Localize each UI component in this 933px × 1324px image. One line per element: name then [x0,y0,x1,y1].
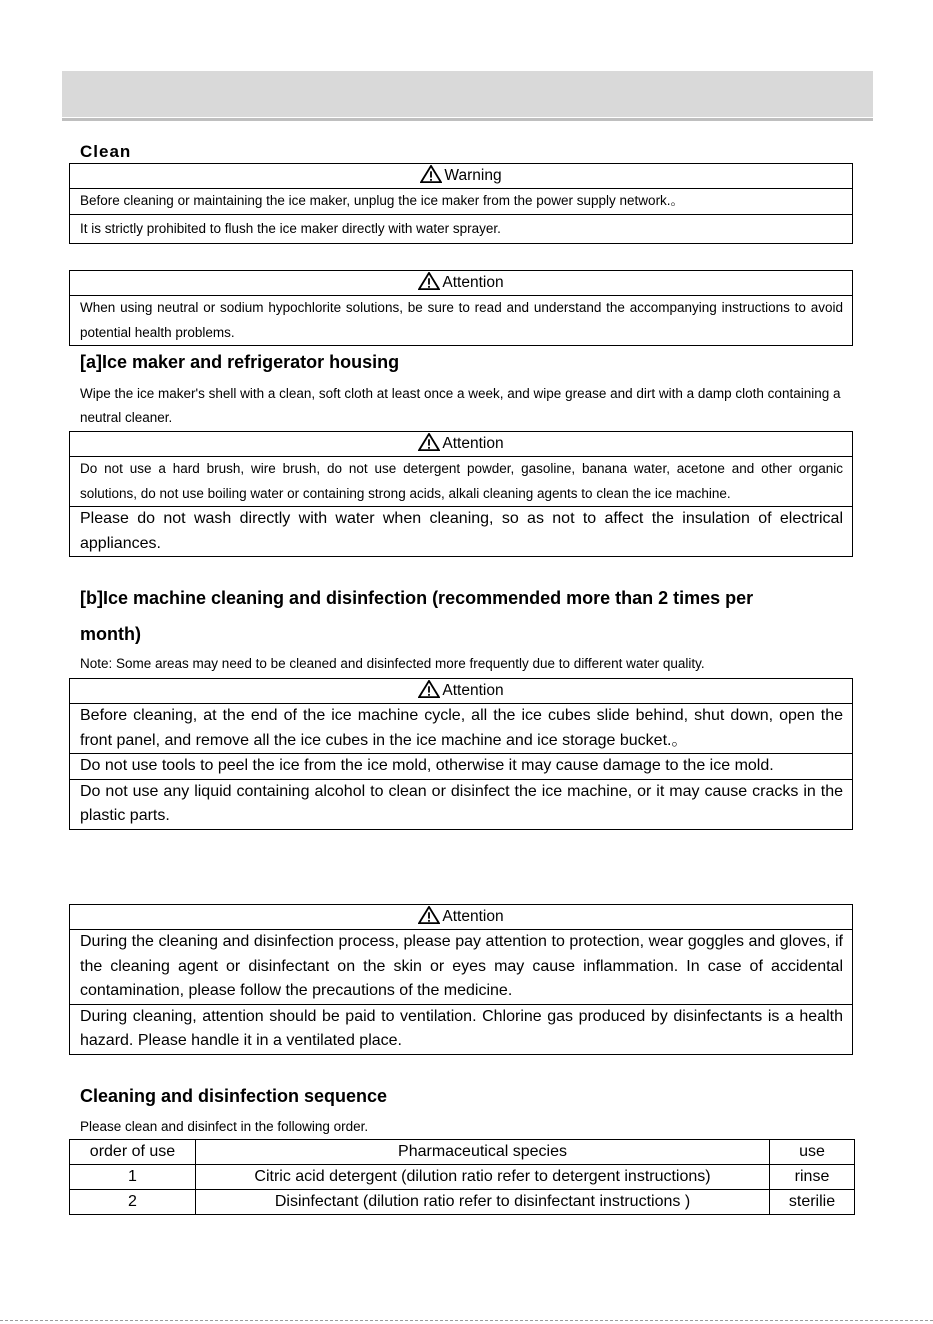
attention-title-bar [70,271,852,296]
attention-title: Attention [442,274,504,291]
sequence-table [69,1139,855,1215]
attention-title: Attention [442,682,504,699]
table-cell: rinse [770,1165,855,1190]
warning-triangle-icon [420,165,442,183]
attention-box-a [69,431,853,557]
column-header: order of use [70,1140,196,1165]
warning-triangle-icon [418,272,440,290]
table-header-row [70,1140,855,1165]
attention-box-b1 [69,678,853,830]
warning-row: It is strictly prohibited to flush the ice maker directly with water sprayer. [80,220,501,236]
sequence-intro: Please clean and disinfect in the following order. [80,1119,369,1134]
table-cell: Disinfectant (dilution ratio refer to disinfectant instructions ) [196,1190,770,1215]
attention-row: Please do not wash directly with water when cleaning, so as not to affect the insulation of electrical appliances. [80,510,843,552]
attention-box-clean [69,270,853,346]
column-header: use [770,1140,855,1165]
table-cell: sterilie [770,1190,855,1215]
section-a-text: Wipe the ice maker's shell with a clean, soft cloth at least once a week, and wipe grease and dirt with a damp cloth containing a neutral cleaner. [80,386,841,425]
warning-box [69,163,853,244]
page-bottom-edge [0,1320,933,1322]
warning-title: Warning [444,167,502,184]
attention-box-b2 [69,904,853,1055]
warning-row: Before cleaning or maintaining the ice maker, unplug the ice maker from the power supply network.。 [70,189,852,215]
sequence-heading: Cleaning and disinfection sequence [80,1086,388,1106]
attention-title-bar [70,432,852,457]
attention-row: During cleaning, attention should be paid to ventilation. Chlorine gas produced by disinfectants is a health hazard. Please handle it in a ventilated place. [80,1007,843,1049]
column-header: Pharmaceutical species [196,1140,770,1165]
attention-row: Do not use any liquid containing alcohol to clean or disinfect the ice machine, or it may cause cracks in the plastic parts. [80,782,843,824]
warning-triangle-icon [418,906,440,924]
attention-title: Attention [442,435,504,452]
table-cell: 1 [70,1165,196,1190]
attention-title: Attention [442,908,504,925]
attention-row: When using neutral or sodium hypochlorite solutions, be sure to read and understand the accompanying instructions to avoid potential health problems. [80,300,843,340]
warning-triangle-icon [418,680,440,698]
section-b-heading: [b]Ice machine cleaning and disinfection (recommended more than 2 times per [80,588,754,608]
attention-row: During the cleaning and disinfection process, please pay attention to protection, wear goggles and gloves, if the cleaning agent or disinfectant on the skin or eyes may cause inflammation. In case of accidental contamination, please follow the precautions of the medicine. [70,930,852,1005]
attention-title-bar [70,679,852,704]
clean-heading: Clean [80,142,132,161]
table-cell: 2 [70,1190,196,1215]
section-b-note: Note: Some areas may need to be cleaned and disinfected more frequently due to different water quality. [80,656,705,671]
attention-row: Before cleaning, at the end of the ice machine cycle, all the ice cubes slide behind, shut down, open the front panel, and remove all the ice cubes in the ice machine and ice storage bucket.。 [70,704,852,754]
attention-row: Do not use a hard brush, wire brush, do not use detergent powder, gasoline, banana water, acetone and other organic solutions, do not use boiling water or containing strong acids, alkali cleaning agents to clean the ice machine. [70,457,852,507]
header-band [62,71,873,117]
warning-triangle-icon [418,433,440,451]
attention-row: Do not use tools to peel the ice from the ice mold, otherwise it may cause damage to the ice mold. [70,754,852,780]
table-cell: Citric acid detergent (dilution ratio refer to detergent instructions) [196,1165,770,1190]
section-a-heading: [a]Ice maker and refrigerator housing [80,352,400,372]
section-b-heading-cont: month) [80,624,141,644]
attention-title-bar [70,905,852,930]
header-rule [62,118,873,121]
table-row [70,1165,855,1190]
table-row [70,1190,855,1215]
warning-title-bar [70,164,852,189]
